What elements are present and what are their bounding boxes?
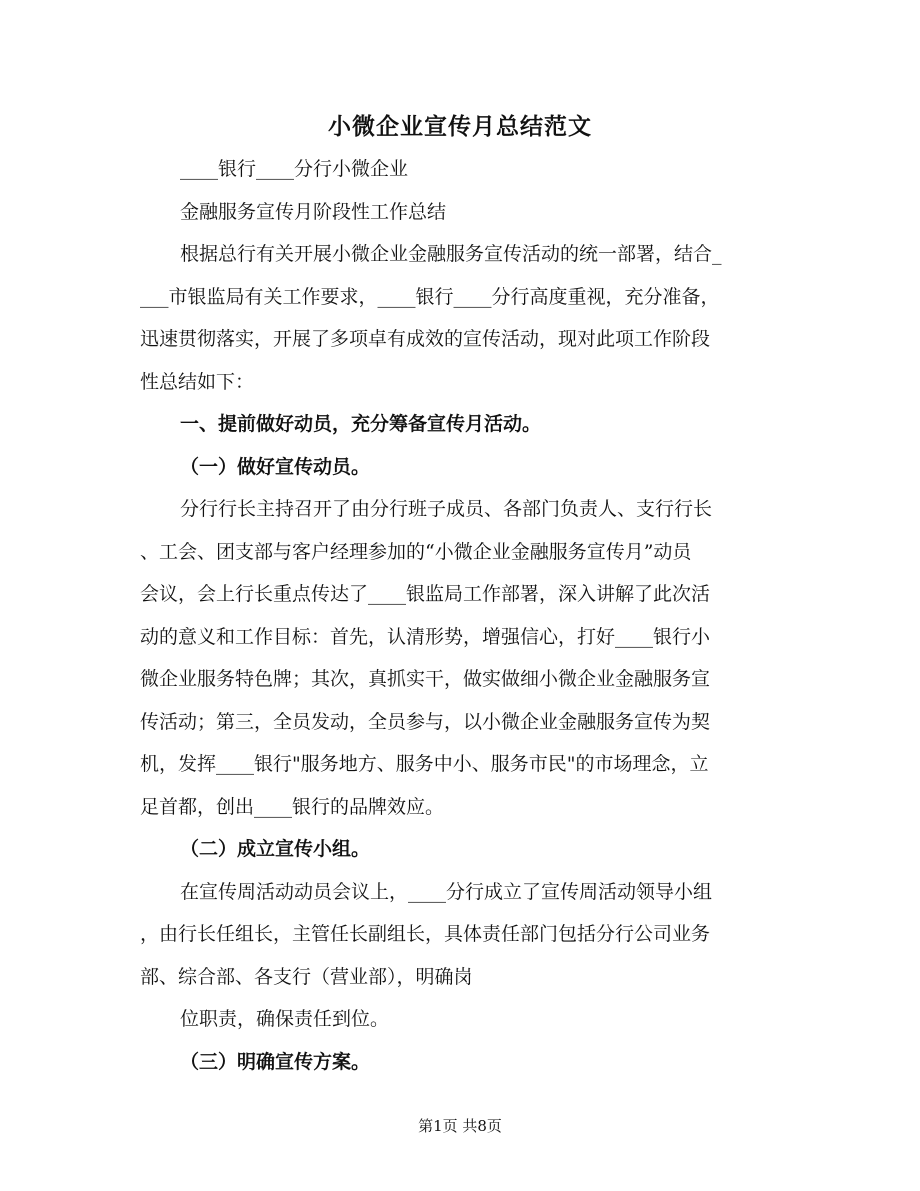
body-line: ，由行长任组长，主管任长副组长，具体责任部门包括分行公司业务 [140,923,711,945]
body-line: ___市银监局有关工作要求，____银行____分行高度重视，充分准备， [140,285,720,308]
body-line: 性总结如下： [140,370,255,393]
body-line: ____银行____分行小微企业 [180,158,409,180]
body-line: 金融服务宣传月阶段性工作总结 [180,200,447,223]
document-title: 小微企业宣传月总结范文 [328,113,592,140]
body-line: 根据总行有关开展小微企业金融服务宣传活动的统一部署，结合_ [180,243,722,265]
body-line: 分行行长主持召开了由分行班子成员、各部门负责人、支行行长 [180,498,713,520]
body-line: 机，发挥____银行"服务地方、服务中小、服务市民"的市场理念，立 [140,753,709,775]
body-line: 足首都，创出____银行的品牌效应。 [140,795,445,818]
body-line: 会议，会上行长重点传达了____银监局工作部署，深入讲解了此次活 [140,583,711,605]
section-heading: 一、提前做好动员，充分筹备宣传月活动。 [180,413,542,435]
body-line: 位职责，确保责任到位。 [180,1008,390,1030]
document-body [140,148,780,1083]
subsection-heading: （三）明确宣传方案。 [180,1050,371,1073]
body-line: 、工会、团支部与客户经理参加的“小微企业金融服务宣传月”动员 [140,540,692,563]
body-line: 在宣传周活动动员会议上，____分行成立了宣传周活动领导小组 [180,880,713,903]
subsection-heading: （二）成立宣传小组。 [180,838,371,860]
body-line: 部、综合部、各支行（营业部），明确岗 [140,965,473,988]
body-line: 传活动；第三，全员发动，全员参与，以小微企业金融服务宣传为契 [140,710,711,733]
body-line: 微企业服务特色牌；其次，真抓实干，做实做细小微企业金融服务宣 [140,668,711,690]
body-line: 动的意义和工作目标：首先，认清形势，增强信心，打好____银行小 [140,625,711,648]
subsection-heading: （一）做好宣传动员。 [180,455,371,478]
page-number: 第1页 共8页 [418,1117,502,1135]
body-line: 迅速贯彻落实，开展了多项卓有成效的宣传活动，现对此项工作阶段 [140,328,711,350]
